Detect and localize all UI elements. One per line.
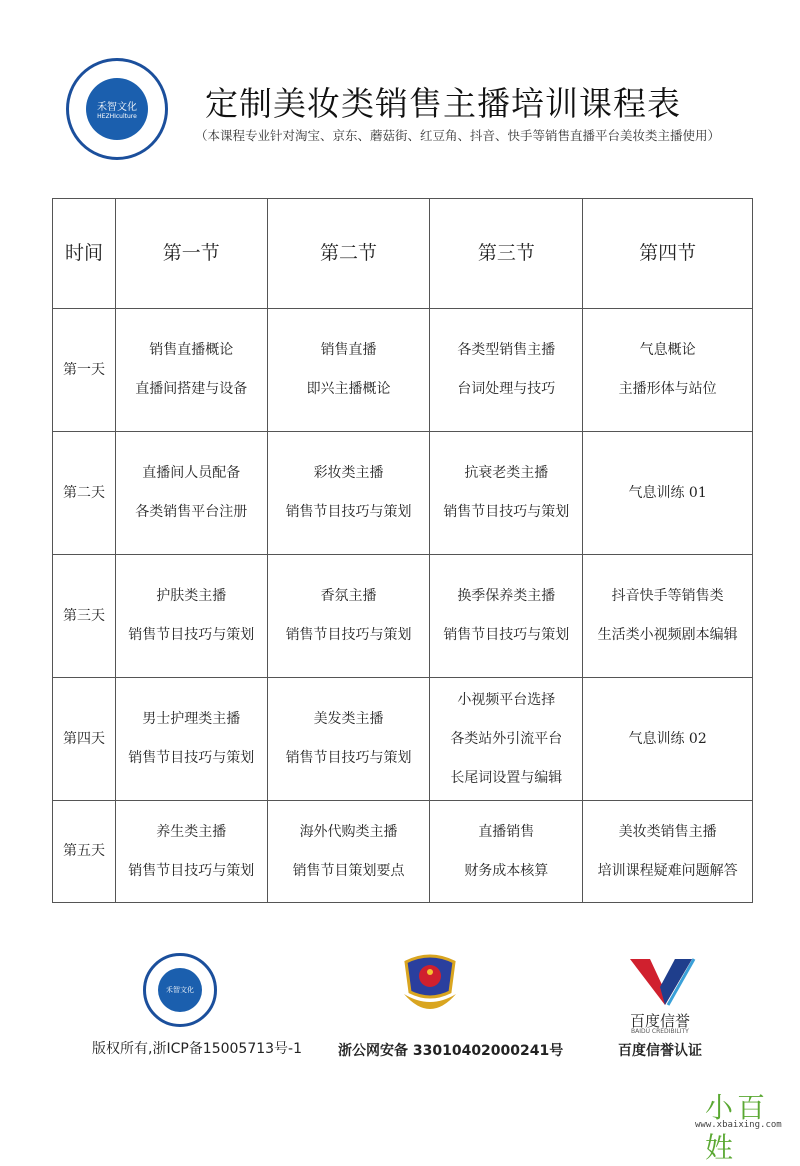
day-cell: 第三天 (53, 555, 116, 678)
copyright-text: 版权所有,浙ICP备15005713号-1 (92, 1041, 303, 1057)
session-line: 销售节目技巧与策划 (443, 504, 570, 520)
session-line: 销售节目技巧与策划 (285, 750, 412, 766)
session-line: 各类型销售主播 (457, 342, 556, 358)
session-line: 直播间搭建与设备 (135, 381, 248, 397)
watermark-logo: 小百姓 (705, 1091, 770, 1164)
session-cell (267, 432, 430, 555)
police-badge-icon (398, 952, 462, 1022)
session-line: 各类销售平台注册 (135, 504, 248, 520)
session-line: 销售节目策划要点 (292, 862, 405, 879)
session-line: 美妆类销售主播 (618, 823, 717, 840)
session-cell (267, 555, 430, 678)
session-line: 台词处理与技巧 (457, 381, 556, 397)
session-line: 养生类主播 (156, 823, 227, 840)
baidu-credibility-label: 百度信誉认证 (618, 1043, 702, 1059)
table-row (53, 309, 753, 432)
session-cell (267, 801, 430, 903)
header-cell: 第三节 (430, 199, 583, 309)
session-line: 销售节目技巧与策划 (285, 627, 412, 643)
session-line: 抖音快手等销售类 (611, 588, 724, 604)
table-row (53, 555, 753, 678)
header-cell: 第四节 (583, 199, 753, 309)
session-cell (430, 801, 583, 903)
session-line: 生活类小视频剧本编辑 (597, 627, 738, 643)
logo-text: 禾智文化 (97, 102, 137, 113)
session-cell (583, 555, 753, 678)
session-line: 主播形体与站位 (618, 381, 717, 397)
session-line: 气息训练 01 (628, 484, 707, 501)
session-line: 即兴主播概论 (306, 381, 391, 397)
session-line: 销售直播 (320, 342, 377, 358)
baidu-logo-subtext: BAIDU CREDIBILITY (631, 1028, 689, 1035)
schedule-table (52, 198, 753, 903)
session-cell (583, 309, 753, 432)
session-cell (115, 801, 267, 903)
page-subtitle: （本课程专业针对淘宝、京东、蘑菇街、红豆角、抖音、快手等销售直播平台美妆类主播使用） (195, 128, 721, 143)
day-cell: 第五天 (53, 801, 116, 903)
session-line: 销售节目技巧与策划 (128, 750, 255, 766)
session-line: 男士护理类主播 (142, 711, 241, 727)
header-cell: 时间 (53, 199, 116, 309)
session-line: 直播间人员配备 (142, 465, 241, 481)
session-line: 销售节目技巧与策划 (285, 504, 412, 520)
session-cell (430, 432, 583, 555)
day-cell: 第二天 (53, 432, 116, 555)
session-line: 销售直播概论 (149, 342, 234, 358)
session-line: 换季保养类主播 (457, 588, 556, 604)
session-cell (115, 678, 267, 801)
session-cell (115, 309, 267, 432)
baidu-credibility-logo (630, 957, 700, 1007)
session-line: 抗衰老类主播 (464, 465, 549, 481)
session-cell (583, 432, 753, 555)
session-line: 彩妆类主播 (313, 465, 384, 481)
police-record-text: 浙公网安备 33010402000241号 (338, 1043, 564, 1059)
session-line: 小视频平台选择 (457, 691, 556, 708)
session-line: 培训课程疑难问题解答 (597, 862, 738, 879)
session-cell (430, 555, 583, 678)
session-line: 海外代购类主播 (299, 823, 398, 840)
baidu-logo-text: 百度信誉 (630, 1012, 691, 1030)
session-line: 气息概论 (639, 342, 696, 358)
header-cell: 第一节 (115, 199, 267, 309)
header-row (53, 199, 753, 309)
session-line: 销售节目技巧与策划 (128, 627, 255, 643)
session-line: 财务成本核算 (464, 862, 549, 879)
day-cell: 第四天 (53, 678, 116, 801)
session-line: 各类站外引流平台 (450, 730, 563, 747)
page-title: 定制美妆类销售主播培训课程表 (205, 84, 681, 123)
table-row (53, 432, 753, 555)
session-line: 销售节目技巧与策划 (443, 627, 570, 643)
company-logo (66, 58, 168, 160)
table-row (53, 678, 753, 801)
session-cell (583, 678, 753, 801)
logo-subtext: HEZHIculture (97, 113, 137, 120)
watermark-url: www.xbaixing.com (695, 1120, 782, 1130)
session-cell (267, 678, 430, 801)
session-cell (430, 309, 583, 432)
session-cell (267, 309, 430, 432)
session-line: 气息训练 02 (628, 730, 707, 747)
header-cell: 第二节 (267, 199, 430, 309)
table-row (53, 801, 753, 903)
session-line: 香氛主播 (320, 588, 377, 604)
session-cell (583, 801, 753, 903)
session-line: 护肤类主播 (156, 588, 227, 604)
session-line: 美发类主播 (313, 711, 384, 727)
session-cell (430, 678, 583, 801)
session-line: 长尾词设置与编辑 (450, 769, 563, 786)
session-cell (115, 432, 267, 555)
footer-company-logo (143, 953, 217, 1027)
session-line: 销售节目技巧与策划 (128, 862, 255, 879)
session-cell (115, 555, 267, 678)
day-cell: 第一天 (53, 309, 116, 432)
session-line: 直播销售 (478, 823, 535, 840)
footer-logo-text: 禾智文化 (166, 986, 194, 994)
